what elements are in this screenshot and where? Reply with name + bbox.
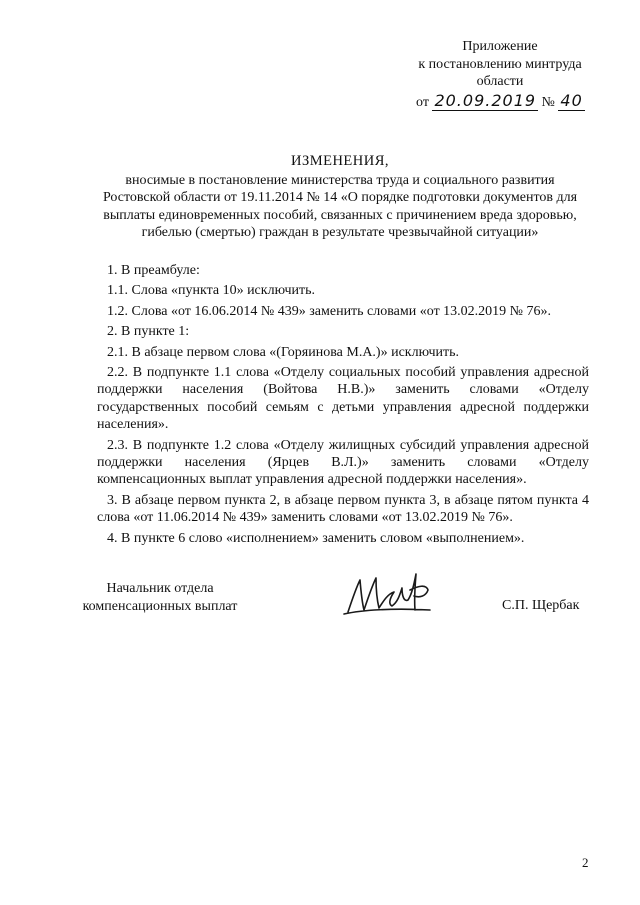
paragraph-2-3: 2.3. В подпункте 1.2 слова «Отделу жилищных субсидий управления адресной поддержки населения (Ярцев В.Л.)» заменить словами «Отделу компенсационных выплат управления адресной поддержки населения». (97, 437, 589, 488)
paragraph-3: 3. В абзаце первом пункта 2, в абзаце первом пункта 3, в абзаце пятом пункта 4 слова «от 11.06.2014 № 439» заменить словами «от 13.02.2019 № 76». (97, 492, 589, 526)
position-line: Начальник отдела (106, 581, 214, 596)
page-number: 2 (582, 855, 589, 870)
paragraph-2-2: 2.2. В подпункте 1.1 слова «Отделу социальных пособий управления адресной поддержки населения (Войтова Н.В.)» заменить словами «Отделу государственных пособий семьям с детьми управления адресной поддержки населения». (97, 365, 589, 433)
paragraph-2-1: 2.1. В абзаце первом слова «(Горяинова М.А.)» исключить. (107, 344, 460, 360)
title-line: Ростовской области от 19.11.2014 № 14 «О порядке подготовки документов для (102, 190, 578, 205)
paragraph-1: 1. В преамбуле: (107, 263, 200, 278)
paragraph-4: 4. В пункте 6 слово «исполнением» заменить словом «выполнением». (107, 530, 525, 546)
title-line: выплаты единовременных пособий, связанных с причинением вреда здоровью, (103, 207, 577, 223)
signatory-position (60, 580, 260, 615)
appendix-title: Приложение (462, 39, 538, 54)
title-line: гибелью (смертью) граждан в результате чрезвычайной ситуации» (141, 225, 539, 240)
paragraph-2: 2. В пункте 1: (107, 324, 190, 340)
number-prefix: № (541, 94, 555, 110)
appendix-date-line (400, 92, 600, 112)
title-line: вносимые в постановление министерства труда и социального развития (125, 172, 555, 188)
handwritten-date: 20.09.2019 (434, 90, 537, 110)
position-line: компенсационных выплат (82, 598, 238, 614)
signatory-name: С.П. Щербак (502, 598, 580, 613)
title-heading: ИЗМЕНЕНИЯ, (290, 153, 390, 169)
date-prefix: от (416, 94, 429, 110)
document-title (90, 153, 590, 242)
paragraph-1-2: 1.2. Слова «от 16.06.2014 № 439» заменить словами «от 13.02.2019 № 76». (107, 303, 552, 319)
handwritten-number: 40 (560, 90, 583, 110)
appendix-region: области (476, 74, 524, 89)
document-body (97, 262, 589, 550)
appendix-block (400, 38, 600, 111)
appendix-reference: к постановлению минтруда (418, 56, 582, 72)
handwritten-signature (342, 570, 434, 618)
paragraph-1-1: 1.1. Слова «пункта 10» исключить. (107, 283, 316, 299)
